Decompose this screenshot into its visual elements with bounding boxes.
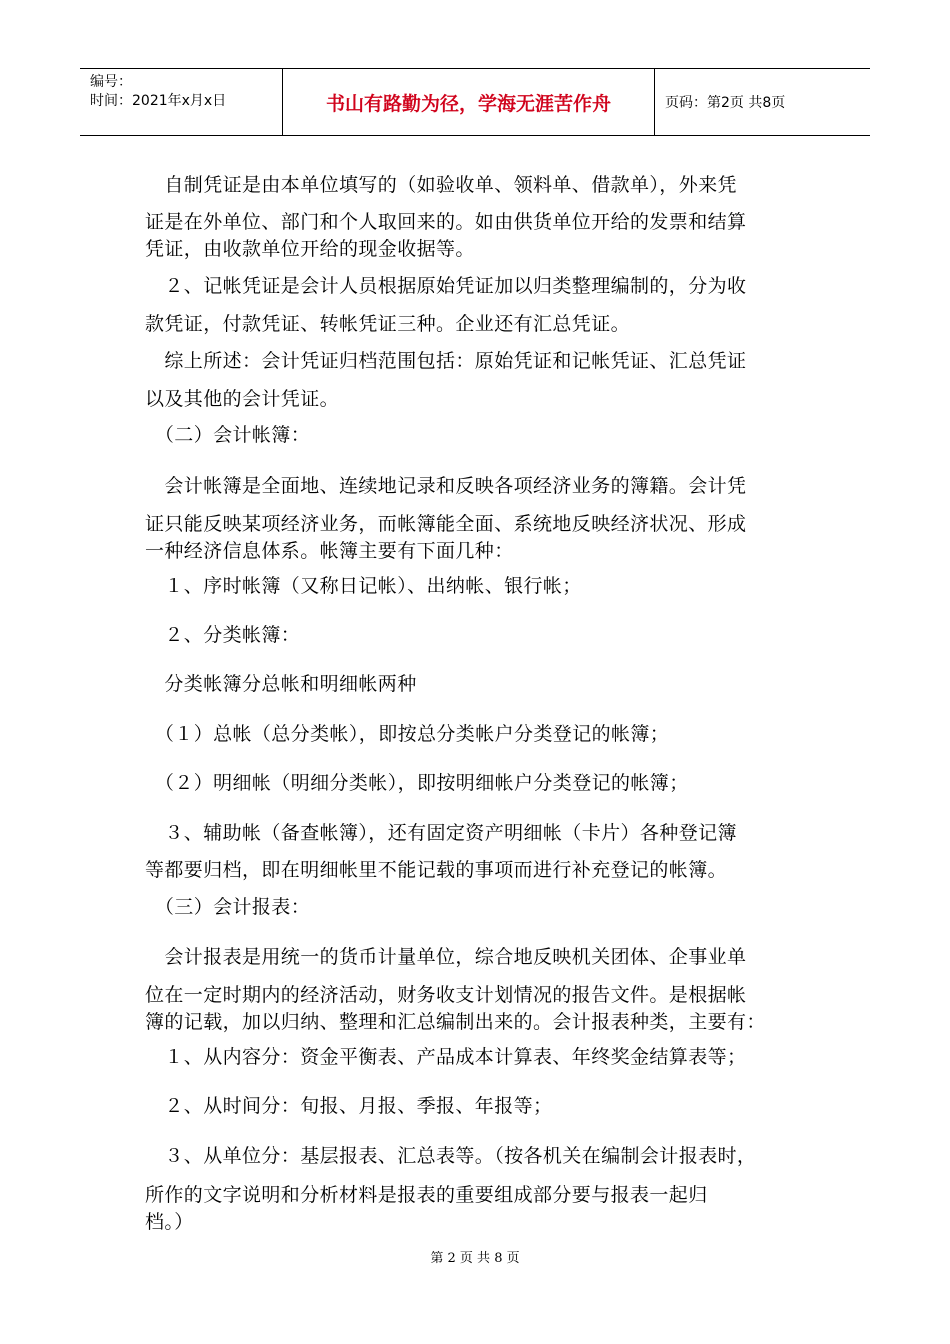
- text-line: 自制凭证是由本单位填写的（如验收单、领料单、借款单），外来凭: [145, 174, 737, 196]
- text-line: 款凭证，付款凭证、转帐凭证三种。企业还有汇总凭证。: [145, 313, 631, 335]
- text-line: ２、从时间分：旬报、月报、季报、年报等；: [145, 1095, 553, 1117]
- number-label: 编号：: [90, 74, 132, 90]
- page-footer: 第 2 页 共 8 页: [430, 1251, 520, 1266]
- text-line: ２、分类帐簿：: [145, 624, 301, 646]
- text-line: 凭证，由收款单位开给的现金收据等。: [145, 238, 475, 260]
- text-line: 会计帐簿是全面地、连续地记录和反映各项经济业务的簿籍。会计凭: [145, 475, 747, 497]
- text-line: 档。）: [145, 1211, 194, 1233]
- text-line: ２、记帐凭证是会计人员根据原始凭证加以归类整理编制的，分为收: [145, 275, 747, 297]
- header-motto: 书山有路勤为径，学海无涯苦作舟: [283, 69, 655, 135]
- text-line: （２）明细帐（明细分类帐），即按明细帐户分类登记的帐簿；: [145, 772, 689, 794]
- text-line: ３、辅助帐（备查帐簿），还有固定资产明细帐（卡片）各种登记簿: [145, 822, 737, 844]
- text-line: １、序时帐簿（又称日记帐）、出纳帐、银行帐；: [145, 575, 582, 597]
- text-line: ３、从单位分：基层报表、汇总表等。（按各机关在编制会计报表时，: [145, 1145, 757, 1167]
- header-page-info: 页码：第2页 共8页: [665, 95, 786, 111]
- page-header: [80, 68, 870, 136]
- text-line: 会计报表是用统一的货币计量单位，综合地反映机关团体、企事业单: [145, 946, 747, 968]
- text-line: 位在一定时期内的经济活动，财务收支计划情况的报告文件。是根据帐: [145, 984, 747, 1006]
- text-line: １、从内容分：资金平衡表、产品成本计算表、年终奖金结算表等；: [145, 1046, 747, 1068]
- text-line: 证是在外单位、部门和个人取回来的。如由供货单位开给的发票和结算: [145, 211, 747, 233]
- text-line: 所作的文字说明和分析材料是报表的重要组成部分要与报表一起归: [145, 1184, 708, 1206]
- text-line: 等都要归档，即在明细帐里不能记载的事项而进行补充登记的帐簿。: [145, 859, 728, 881]
- section-heading: （三）会计报表：: [145, 896, 311, 918]
- header-meta: [80, 69, 283, 135]
- text-line: 簿的记载，加以归纳、整理和汇总编制出来的。会计报表种类，主要有：: [145, 1011, 766, 1033]
- text-line: （１）总帐（总分类帐），即按总分类帐户分类登记的帐簿；: [145, 723, 670, 745]
- text-line: 以及其他的会计凭证。: [145, 388, 340, 410]
- text-line: 一种经济信息体系。帐簿主要有下面几种：: [145, 540, 514, 562]
- time-label: 时间：2021年x月x日: [90, 93, 227, 109]
- text-line: 综上所述：会计凭证归档范围包括：原始凭证和记帐凭证、汇总凭证: [145, 350, 747, 372]
- text-line: 证只能反映某项经济业务，而帐簿能全面、系统地反映经济状况、形成: [145, 513, 747, 535]
- text-line: 分类帐簿分总帐和明细帐两种: [145, 673, 417, 695]
- section-heading: （二）会计帐簿：: [145, 424, 311, 446]
